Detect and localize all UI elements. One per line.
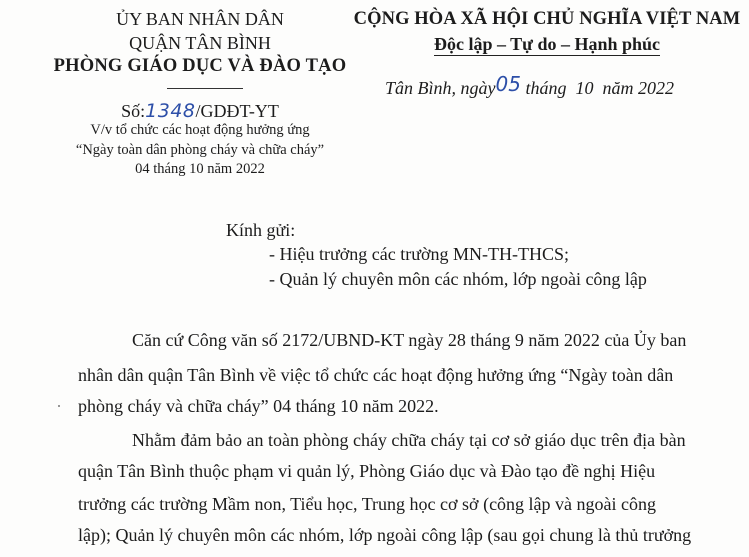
motto-text: Độc lập – Tự do – Hạnh phúc [433, 34, 661, 54]
body-line: lập); Quản lý chuyên môn các nhóm, lớp ngoài công lập (sau gọi chung là thủ trưởng [78, 525, 692, 545]
body-line: Căn cứ Công văn số 2172/UBND-KT ngày 28 tháng 9 năm 2022 của Ủy ban [132, 330, 687, 350]
header-divider-left [167, 88, 243, 89]
dateline-day-handwritten: 05 [495, 72, 521, 96]
subject-line-1: V/v tổ chức các hoạt động hưởng ứng [90, 122, 310, 138]
subject-line-2: “Ngày toàn dân phòng cháy và chữa cháy” [75, 142, 325, 158]
dateline [385, 72, 674, 99]
body-line: Nhằm đảm bảo an toàn phòng cháy chữa cháy tại cơ sở giáo dục trên địa bàn [132, 430, 686, 450]
national-title: CỘNG HÒA XÃ HỘI CHỦ NGHĨA VIỆT NAM [353, 9, 741, 29]
issuing-department: PHÒNG GIÁO DỤC VÀ ĐÀO TẠO [53, 56, 347, 76]
issuing-district: QUẬN TÂN BÌNH [129, 33, 271, 53]
subject-line-3: 04 tháng 10 năm 2022 [135, 161, 265, 177]
recipient-item: - Hiệu trưởng các trường MN-TH-THCS; [269, 244, 569, 264]
doc-number-handwritten: 1348 [145, 100, 196, 122]
dateline-prefix: Tân Bình, ngày [385, 78, 496, 98]
body-line: nhân dân quận Tân Bình về việc tổ chức các hoạt động hưởng ứng “Ngày toàn dân [78, 365, 674, 385]
scan-speck [58, 405, 60, 407]
body-line: quận Tân Bình thuộc phạm vi quản lý, Phòng Giáo dục và Đào tạo đề nghị Hiệu [78, 461, 656, 481]
national-motto [345, 34, 749, 55]
doc-number-prefix: Số: [121, 101, 146, 121]
dateline-month-year: tháng 10 năm 2022 [520, 78, 674, 98]
doc-number-suffix: /GDĐT-YT [195, 101, 279, 121]
body-line: trưởng các trường Mầm non, Tiểu học, Trung học cơ sở (công lập và ngoài công [78, 494, 657, 514]
body-line: phòng cháy và chữa cháy” 04 tháng 10 năm 2022. [78, 396, 439, 416]
recipient-item: - Quản lý chuyên môn các nhóm, lớp ngoài công lập [269, 269, 647, 289]
issuing-authority: ỦY BAN NHÂN DÂN [116, 9, 284, 29]
document-number [30, 100, 370, 122]
greeting: Kính gửi: [226, 220, 296, 240]
